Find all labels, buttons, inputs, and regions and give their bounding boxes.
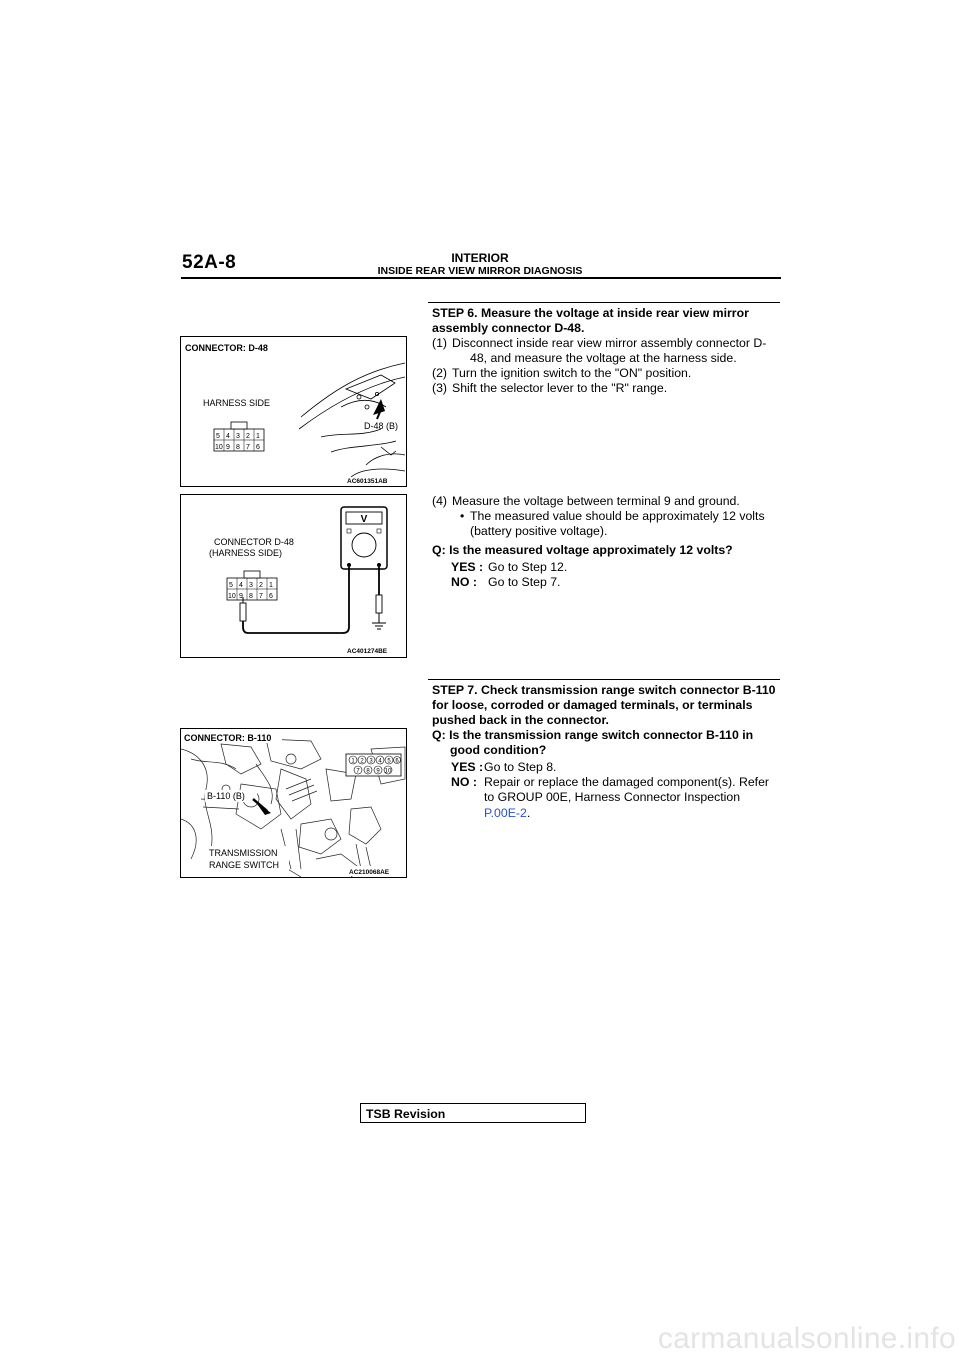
figure2-label-line1: CONNECTOR D-48 <box>214 537 294 547</box>
svg-text:7: 7 <box>356 768 360 775</box>
step7-no-link-row: P.00E-2. <box>484 806 531 820</box>
step6-item4-text: Measure the voltage between terminal 9 and ground. <box>452 494 740 508</box>
connector-face-icon <box>346 754 401 776</box>
section-subtitle: INSIDE REAR VIEW MIRROR DIAGNOSIS <box>377 265 583 277</box>
step7-yes-label: YES : <box>451 760 484 774</box>
step6-no-label: NO : <box>451 575 477 589</box>
vehicle-interior-drawing <box>299 363 405 477</box>
step7-yes-text: Go to Step 8. <box>484 760 557 774</box>
step6-yes-text: Go to Step 12. <box>488 560 568 574</box>
svg-text:1: 1 <box>269 582 273 589</box>
figure1-code: AC601351AB <box>347 478 388 485</box>
svg-text:2: 2 <box>246 433 250 440</box>
step7-title-line2: for loose, corroded or damaged terminals, or terminals <box>432 698 753 712</box>
voltmeter-icon <box>341 507 387 569</box>
svg-text:3: 3 <box>236 433 240 440</box>
figure1-connector-label: D-48 (B) <box>364 421 399 431</box>
step6-question: Q: Is the measured voltage approximately 12 volts? <box>432 543 733 557</box>
svg-text:3: 3 <box>369 758 373 765</box>
step6-bullet-line1: The measured value should be approximately 12 volts <box>470 509 765 523</box>
step6-yes-label: YES : <box>451 560 484 574</box>
svg-text:2: 2 <box>259 582 263 589</box>
svg-text:9: 9 <box>376 768 380 775</box>
figure3-connector-label: B-110 (B) <box>207 791 245 801</box>
svg-text:10: 10 <box>384 768 392 775</box>
svg-text:9: 9 <box>226 444 230 451</box>
svg-text:V: V <box>360 514 368 525</box>
step6-item2-text: Turn the ignition switch to the "ON" position. <box>452 366 692 380</box>
svg-text:1: 1 <box>351 758 355 765</box>
step7-title-line3: pushed back in the connector. <box>432 713 609 727</box>
step6-item3-text: Shift the selector lever to the "R" range. <box>452 381 668 395</box>
svg-text:6: 6 <box>269 593 273 600</box>
bullet-icon: • <box>460 509 465 523</box>
step6-item3-num: (3) <box>432 381 448 395</box>
reference-link[interactable]: P.00E-2 <box>484 806 527 820</box>
step6-item1-line2: 48, and measure the voltage at the harness side. <box>470 351 737 365</box>
svg-text:3: 3 <box>249 582 253 589</box>
figure1-harness-label: HARNESS SIDE <box>203 398 271 408</box>
svg-text:6: 6 <box>256 444 260 451</box>
ground-icon <box>372 623 386 629</box>
step6-title-line1: STEP 6. Measure the voltage at inside rear view mirror <box>432 306 749 320</box>
figure3-code: AC210068AE <box>349 869 390 876</box>
figure-connector-d48 <box>180 336 407 487</box>
step6-item1-num: (1) <box>432 336 448 350</box>
svg-text:4: 4 <box>378 758 382 765</box>
figure2-label-line2: (HARNESS SIDE) <box>209 548 283 558</box>
step7-no-line2: to GROUP 00E, Harness Connector Inspection <box>484 790 741 804</box>
step6-item2-num: (2) <box>432 366 448 380</box>
figure3-title: CONNECTOR: B-110 <box>184 733 272 743</box>
figure1-title: CONNECTOR: D-48 <box>185 343 268 353</box>
svg-text:2: 2 <box>360 758 364 765</box>
svg-text:5: 5 <box>387 758 391 765</box>
step7-no-label: NO : <box>451 775 477 789</box>
step6-title-line2: assembly connector D-48. <box>432 321 585 335</box>
step7-rule <box>428 679 780 680</box>
figure-voltage-measurement <box>180 494 407 658</box>
svg-text:8: 8 <box>236 444 240 451</box>
step7-question-line1: Q: Is the transmission range switch connector B-110 in <box>432 728 754 742</box>
step6-item4-num: (4) <box>432 494 448 508</box>
step6-no-text: Go to Step 7. <box>488 575 561 589</box>
svg-text:4: 4 <box>239 582 243 589</box>
svg-text:5: 5 <box>216 433 220 440</box>
svg-text:8: 8 <box>366 768 370 775</box>
figure-connector-b110 <box>180 728 407 878</box>
connector-face-icon <box>227 571 277 600</box>
step7-title-line1: STEP 7. Check transmission range switch connector B-110 <box>432 683 776 697</box>
figure3-switch-line2: RANGE SWITCH <box>209 860 280 870</box>
svg-text:4: 4 <box>226 433 230 440</box>
svg-text:9: 9 <box>239 593 243 600</box>
svg-text:7: 7 <box>259 593 263 600</box>
figure2-code: AC401274BE <box>347 648 388 655</box>
svg-text:7: 7 <box>246 444 250 451</box>
svg-text:8: 8 <box>249 593 253 600</box>
step6-item1-line1: Disconnect inside rear view mirror assembly connector D- <box>452 336 767 350</box>
connector-face-icon <box>214 422 264 451</box>
step7-question-line2: good condition? <box>450 743 547 757</box>
header-rule <box>181 277 781 279</box>
step7-no-line1: Repair or replace the damaged component(s). Refer <box>484 775 770 789</box>
page-number: 52A-8 <box>182 252 237 273</box>
step6-bullet-line2: (battery positive voltage). <box>470 524 608 538</box>
step6-rule <box>428 302 780 303</box>
svg-text:6: 6 <box>395 758 399 765</box>
svg-text:5: 5 <box>229 582 233 589</box>
svg-text:10: 10 <box>228 593 236 600</box>
tsb-revision-box: TSB Revision <box>360 1103 586 1123</box>
figure3-switch-line1: TRANSMISSION <box>209 848 278 858</box>
svg-text:1: 1 <box>256 433 260 440</box>
section-title: INTERIOR <box>451 251 509 265</box>
watermark: carmanualsonline.info <box>657 1322 956 1355</box>
svg-text:10: 10 <box>215 444 223 451</box>
